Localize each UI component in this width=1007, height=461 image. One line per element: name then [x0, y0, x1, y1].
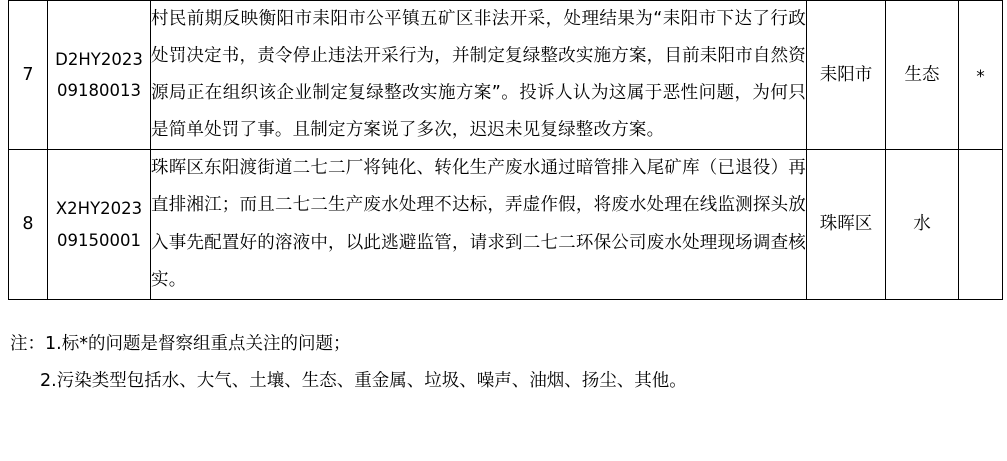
- footnote-line-1: 注：1.标*的问题是督察组重点关注的问题；: [10, 333, 351, 354]
- row-content-text: 珠晖区东阳渡街道二七二厂将钝化、转化生产废水通过暗管排入尾矿库（已退役）再直排湘江；而且二七二生产废水处理不达标，弄虚作假，将废水处理在线监测探头放入事先配置好的溶液中，以此逃避监管，请求到二七二环保公司废水处理现场调查核实。: [151, 158, 806, 290]
- row-code-cell: [48, 150, 151, 299]
- row-content-cell: [151, 1, 807, 150]
- row-type-text: 水: [913, 214, 931, 235]
- row-code-line-2: 09150001: [57, 230, 141, 250]
- row-content-cell: [151, 150, 807, 299]
- row-code-line-1: D2HY2023: [55, 49, 143, 69]
- table-row: [9, 150, 1003, 299]
- row-code-line-1: X2HY2023: [55, 199, 143, 219]
- row-type-text: 生态: [904, 64, 940, 85]
- row-code-line-2: 09180013: [57, 81, 141, 101]
- complaint-table: [8, 0, 1003, 300]
- row-star-cell: [959, 150, 1003, 299]
- row-index-text: 8: [22, 214, 34, 235]
- row-area-cell: [807, 1, 886, 150]
- row-code-cell: [48, 1, 151, 150]
- row-index-cell: [9, 1, 48, 150]
- row-area-cell: [807, 150, 886, 299]
- footnotes: [10, 326, 1007, 400]
- row-content-text: 村民前期反映衡阳市耒阳市公平镇五矿区非法开采，处理结果为“耒阳市下达了行政处罚决定书，责令停止违法开采行为，并制定复绿整改实施方案，目前耒阳市自然资源局正在组织该企业制定复绿整改实施方案”。投诉人认为这属于恶性问题，为何只是简单处罚了事。且制定方案说了多次，迟迟未见复绿整改方案。: [151, 9, 806, 141]
- row-type-cell: [886, 150, 959, 299]
- row-star-cell: [959, 1, 1003, 150]
- row-star-marker: *: [976, 67, 985, 88]
- row-area-text: 珠晖区: [819, 214, 873, 235]
- row-index-text: 7: [22, 64, 34, 85]
- row-area-text: 耒阳市: [819, 64, 873, 85]
- row-type-cell: [886, 1, 959, 150]
- footnote-line-2: 2.污染类型包括水、大气、土壤、生态、重金属、垃圾、噪声、油烟、扬尘、其他。: [40, 370, 687, 391]
- row-index-cell: [9, 150, 48, 299]
- table-row: [9, 1, 1003, 150]
